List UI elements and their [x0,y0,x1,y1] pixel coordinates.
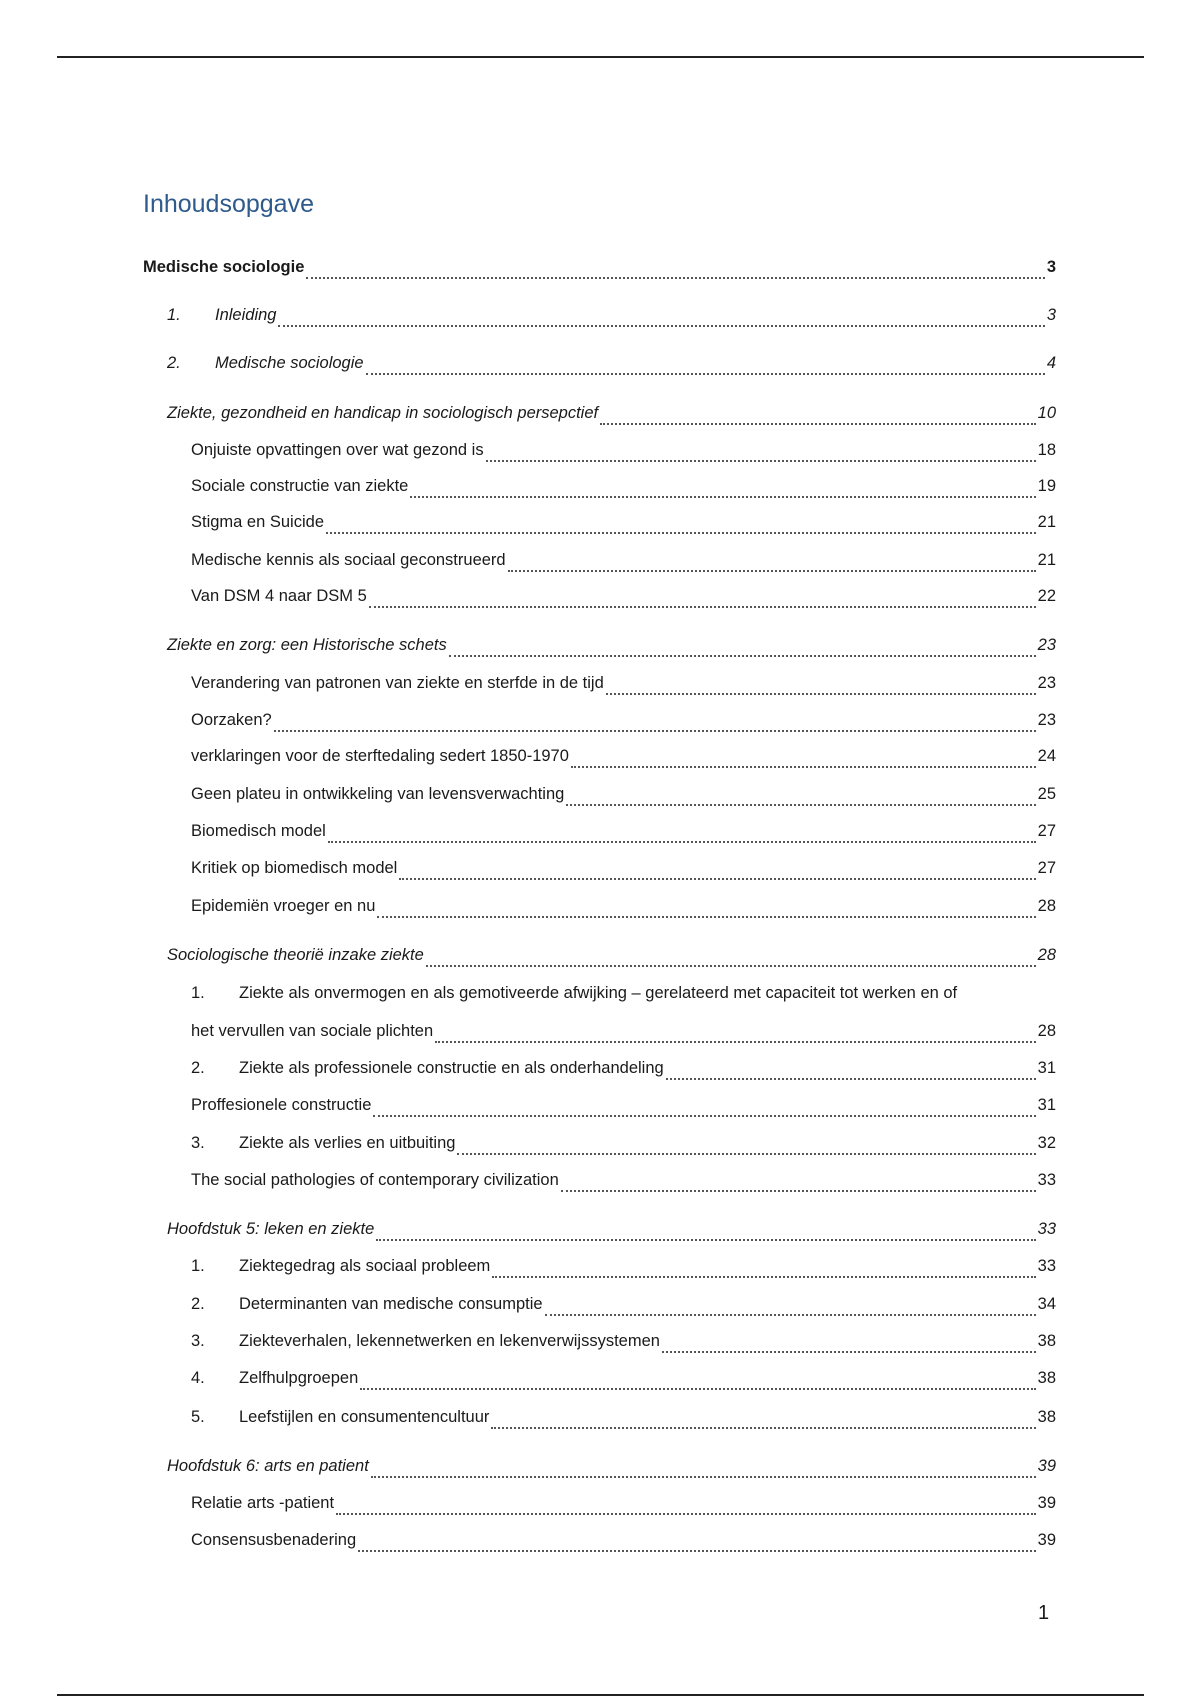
toc-entry-title: Ziekte en zorg: een Historische schets [167,636,447,654]
toc-entry-page: 39 [1037,1531,1056,1549]
dot-leader [274,724,1036,732]
toc-entry-title: Stigma en Suicide [191,513,324,531]
toc-entry-title: Medische sociologie [215,354,364,372]
footer-rule [57,1694,1144,1696]
dot-leader [358,1544,1036,1552]
toc-entry-number: 1. [191,1257,205,1275]
toc-entry[interactable] [0,1019,1200,1043]
toc-entry[interactable] [0,943,1200,967]
toc-entry-title: Leefstijlen en consumentencultuur [239,1408,490,1426]
toc-entry[interactable] [0,1405,1200,1429]
toc-entry-page: 39 [1037,1494,1056,1512]
toc-entry[interactable] [0,1491,1200,1515]
toc-entry-page: 33 [1037,1171,1056,1189]
toc-entry-page: 24 [1037,747,1056,765]
toc-entry-number: 3. [191,1332,205,1350]
dot-leader [566,798,1035,806]
toc-entry-page: 27 [1037,822,1056,840]
toc-entry-title: Sociale constructie van ziekte [191,477,409,495]
toc-entry[interactable] [0,351,1200,375]
dot-leader [399,872,1035,880]
toc-title: Inhoudsopgave [143,190,314,218]
toc-entry-page: 23 [1037,636,1056,654]
page-number: 1 [1038,1602,1050,1624]
toc-entry-title: Proffesionele constructie [191,1096,372,1114]
toc-entry-title: Oorzaken? [191,711,272,729]
toc-entry-title: Van DSM 4 naar DSM 5 [191,587,367,605]
toc-entry[interactable] [0,819,1200,843]
toc-entry-title: Medische sociologie [143,258,305,276]
toc-entry-page: 23 [1037,674,1056,692]
toc-entry-title: Ziekte als verlies en uitbuiting [239,1134,456,1152]
toc-entry-number: 4. [191,1369,205,1387]
dot-leader [491,1421,1035,1429]
toc-entry-title: Ziektegedrag als sociaal probleem [239,1257,491,1275]
toc-entry[interactable] [0,1528,1200,1552]
toc-entry-title: verklaringen voor de sterftedaling sedert 1850-1970 [191,747,569,765]
toc-entry[interactable] [0,510,1200,534]
toc-entry[interactable] [0,303,1200,327]
toc-entry[interactable] [0,981,1200,1005]
toc-entry-number: 3. [191,1134,205,1152]
toc-entry-title: Sociologische theorië inzake ziekte [167,946,424,964]
toc-entry[interactable] [0,401,1200,425]
toc-entry-number: 2. [167,354,181,372]
toc-entry[interactable] [0,474,1200,498]
toc-entry[interactable] [0,1056,1200,1080]
toc-entry[interactable] [0,782,1200,806]
toc-entry-number: 5. [191,1408,205,1426]
dot-leader [545,1308,1036,1316]
toc-entry-title: Medische kennis als sociaal geconstrueerd [191,551,506,569]
toc-entry-title: Ziekte als onvermogen en als gemotiveerde afwijking – gerelateerd met capaciteit tot werken en of [239,984,958,1002]
toc-entry[interactable] [0,1292,1200,1316]
toc-entry[interactable] [0,1254,1200,1278]
toc-entry-title: Onjuiste opvattingen over wat gezond is [191,441,484,459]
toc-entry-page: 23 [1037,711,1056,729]
toc-entry[interactable] [0,1093,1200,1117]
toc-entry-number: 2. [191,1059,205,1077]
toc-entry-title: Ziekte, gezondheid en handicap in sociologisch persepctief [167,404,599,422]
toc-entry[interactable] [0,1131,1200,1155]
dot-leader [371,1470,1036,1478]
toc-entry[interactable] [0,1168,1200,1192]
toc-entry-page: 27 [1037,859,1056,877]
toc-entry[interactable] [0,1217,1200,1241]
toc-entry[interactable] [0,548,1200,572]
dot-leader [366,367,1045,375]
toc-entry[interactable] [0,1366,1200,1390]
toc-entry[interactable] [0,584,1200,608]
toc-entry[interactable] [0,1454,1200,1478]
dot-leader [662,1345,1036,1353]
toc-entry-title: het vervullen van sociale plichten [191,1022,434,1040]
toc-entry-page: 3 [1046,306,1056,324]
toc-entry-page: 4 [1046,354,1056,372]
dot-leader [606,687,1036,695]
toc-entry-page: 28 [1037,946,1056,964]
toc-entry-title: Zelfhulpgroepen [239,1369,359,1387]
toc-entry-page: 25 [1037,785,1056,803]
dot-leader [571,760,1036,768]
dot-leader [377,910,1035,918]
toc-entry[interactable] [0,744,1200,768]
dot-leader [326,526,1036,534]
toc-entry-page: 22 [1037,587,1056,605]
dot-leader [449,649,1036,657]
toc-entry-page: 31 [1037,1096,1056,1114]
dot-leader [457,1147,1035,1155]
dot-leader [435,1035,1035,1043]
toc-entry-page: 28 [1037,1022,1056,1040]
toc-entry-title: Ziekteverhalen, lekennetwerken en lekenverwijssystemen [239,1332,660,1350]
toc-entry[interactable] [0,671,1200,695]
dot-leader [561,1184,1036,1192]
toc-entry-page: 3 [1046,258,1056,276]
toc-entry-title: Biomedisch model [191,822,326,840]
toc-entry-title: Verandering van patronen van ziekte en sterfde in de tijd [191,674,604,692]
toc-entry-page: 38 [1037,1332,1056,1350]
toc-entry-title: Kritiek op biomedisch model [191,859,398,877]
dot-leader [328,835,1036,843]
toc-entry-page: 33 [1037,1257,1056,1275]
dot-leader [600,417,1036,425]
dot-leader [426,959,1036,967]
toc-entry-page: 21 [1037,551,1056,569]
toc-entry-page: 28 [1037,897,1056,915]
toc-entry-number: 1. [191,984,205,1002]
toc-entry-number: 2. [191,1295,205,1313]
toc-entry-title: The social pathologies of contemporary civilization [191,1171,559,1189]
toc-entry-page: 18 [1037,441,1056,459]
toc-entry[interactable] [0,633,1200,657]
dot-leader [336,1507,1036,1515]
dot-leader [486,454,1036,462]
toc-entry-title: Inleiding [215,306,277,324]
dot-leader [492,1270,1035,1278]
toc-entry[interactable] [0,894,1200,918]
dot-leader [278,319,1044,327]
toc-entry[interactable] [0,1329,1200,1353]
dot-leader [376,1233,1035,1241]
toc-entry[interactable] [0,438,1200,462]
dot-leader [360,1382,1035,1390]
toc-entry-title: Geen plateu in ontwikkeling van levensverwachting [191,785,565,803]
toc-entry-page: 38 [1037,1408,1056,1426]
toc-entry-title: Hoofdstuk 6: arts en patient [167,1457,369,1475]
toc-entry-title: Epidemiën vroeger en nu [191,897,376,915]
toc-entry-title: Relatie arts -patient [191,1494,335,1512]
toc-entry-page: 19 [1037,477,1056,495]
dot-leader [410,490,1035,498]
toc-entry-page: 31 [1037,1059,1056,1077]
toc-entry-page: 39 [1037,1457,1056,1475]
toc-entry-page: 38 [1037,1369,1056,1387]
toc-entry-title: Determinanten van medische consumptie [239,1295,543,1313]
toc-entry-number: 1. [167,306,181,324]
toc-entry-page: 33 [1037,1220,1056,1238]
dot-leader [373,1109,1035,1117]
toc-entry-title: Consensusbenadering [191,1531,357,1549]
toc-entry[interactable] [0,708,1200,732]
dot-leader [306,271,1044,279]
toc-entry-title: Hoofdstuk 5: leken en ziekte [167,1220,375,1238]
dot-leader [666,1072,1036,1080]
toc-entry-title: Ziekte als professionele constructie en als onderhandeling [239,1059,664,1077]
toc-entry-page: 32 [1037,1134,1056,1152]
toc-entry-page: 34 [1037,1295,1056,1313]
dot-leader [369,600,1036,608]
toc-entry[interactable] [0,255,1200,279]
toc-entry[interactable] [0,856,1200,880]
toc-entry-page: 10 [1037,404,1056,422]
dot-leader [508,564,1036,572]
toc-entry-page: 21 [1037,513,1056,531]
header-rule [57,56,1144,58]
